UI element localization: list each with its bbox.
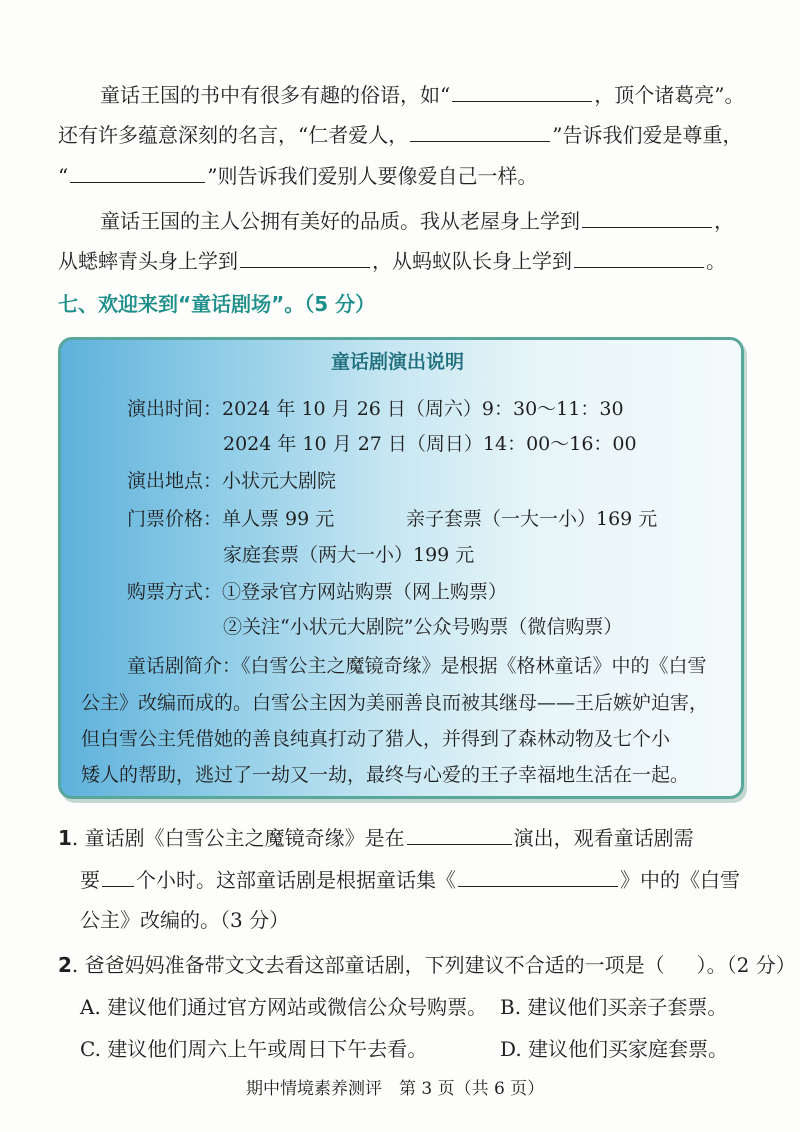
para1-line1: 童话王国的书中有很多有趣的俗语，如“ ，顶个诸葛亮”。	[100, 83, 745, 107]
para2-line2: 从蟋蟀青头身上学到 ，从蚂蚁队长身上学到 。	[58, 249, 726, 273]
question-2-option-c[interactable]: C. 建议他们周六上午或周日下午去看。	[80, 1037, 428, 1061]
question-1-number: 1	[58, 826, 72, 850]
notice-price-family: 家庭套票（两大一小）199 元	[223, 544, 475, 566]
notice-price-row-1: 门票价格：单人票 99 元	[127, 508, 335, 530]
notice-intro-line-2: 公主》改编而成的。白雪公主因为美丽善良而被其继母——王后嫉妒迫害，	[81, 692, 709, 714]
ant-captain-blank[interactable]	[574, 247, 704, 268]
notice-buy-row-2: ②关注“小状元大剧院”公众号购票（微信购票）	[223, 616, 623, 638]
notice-time-row-1: 演出时间：2024 年 10 月 26 日（周六）9：30～11：30	[127, 398, 624, 420]
old-house-blank[interactable]	[582, 207, 712, 228]
question-2-number: 2	[58, 953, 72, 977]
performance-notice-box	[58, 337, 744, 799]
quote-blank-2[interactable]	[70, 162, 205, 183]
para2-line1: 童话王国的主人公拥有美好的品质。我从老屋身上学到 ，	[100, 209, 734, 233]
page-footer: 期中情境素养测评 第 3 页（共 6 页）	[246, 1079, 545, 1099]
idiom-blank[interactable]	[452, 81, 592, 102]
para1-line2: 还有许多蕴意深刻的名言，“仁者爱人， ”告诉我们爱是尊重，	[58, 123, 743, 147]
notice-intro-line-1: 童话剧简介：《白雪公主之魔镜奇缘》是根据《格林童话》中的《白雪	[127, 655, 707, 677]
notice-price-parent: 亲子套票（一大一小）169 元	[406, 508, 658, 530]
question-2-option-b[interactable]: B. 建议他们买亲子套票。	[500, 995, 728, 1019]
notice-place-row: 演出地点：小状元大剧院	[127, 470, 337, 492]
notice-time-row-2: 2024 年 10 月 27 日（周日）14：00～16：00	[223, 433, 637, 455]
notice-intro-line-4: 矮人的帮助，逃过了一劫又一劫，最终与心爱的王子幸福地生活在一起。	[81, 764, 690, 786]
section-7-heading: 七、欢迎来到“童话剧场”。（5 分）	[58, 292, 376, 316]
question-1-line-3: 公主》改编的。（3 分）	[80, 908, 290, 932]
question-1-line-1: 1. 童话剧《白雪公主之魔镜奇缘》是在 演出，观看童话剧需	[58, 826, 694, 850]
q1-hours-blank[interactable]	[102, 866, 134, 887]
q1-venue-blank[interactable]	[407, 824, 512, 845]
notice-title: 童话剧演出说明	[331, 351, 465, 373]
question-2-stem: 2. 爸爸妈妈准备带文文去看这部童话剧，下列建议不合适的一项是（ ）。（2 分）	[58, 953, 796, 977]
quote-blank-1[interactable]	[410, 121, 550, 142]
notice-intro-line-3: 但白雪公主凭借她的善良纯真打动了猎人，并得到了森林动物及七个小	[81, 728, 671, 750]
question-2-option-a[interactable]: A. 建议他们通过官方网站或微信公众号购票。	[80, 995, 488, 1019]
q1-collection-blank[interactable]	[458, 866, 618, 887]
question-1-line-2: 要 个小时。这部童话剧是根据童话集《 》中的《白雪	[80, 868, 740, 892]
para1-line3: “ ”则告诉我们爱别人要像爱自己一样。	[58, 164, 538, 188]
notice-buy-row-1: 购票方式：①登录官方网站购票（网上购票）	[127, 581, 508, 603]
question-2-option-d[interactable]: D. 建议他们买家庭套票。	[500, 1037, 729, 1061]
cricket-blank[interactable]	[240, 247, 370, 268]
